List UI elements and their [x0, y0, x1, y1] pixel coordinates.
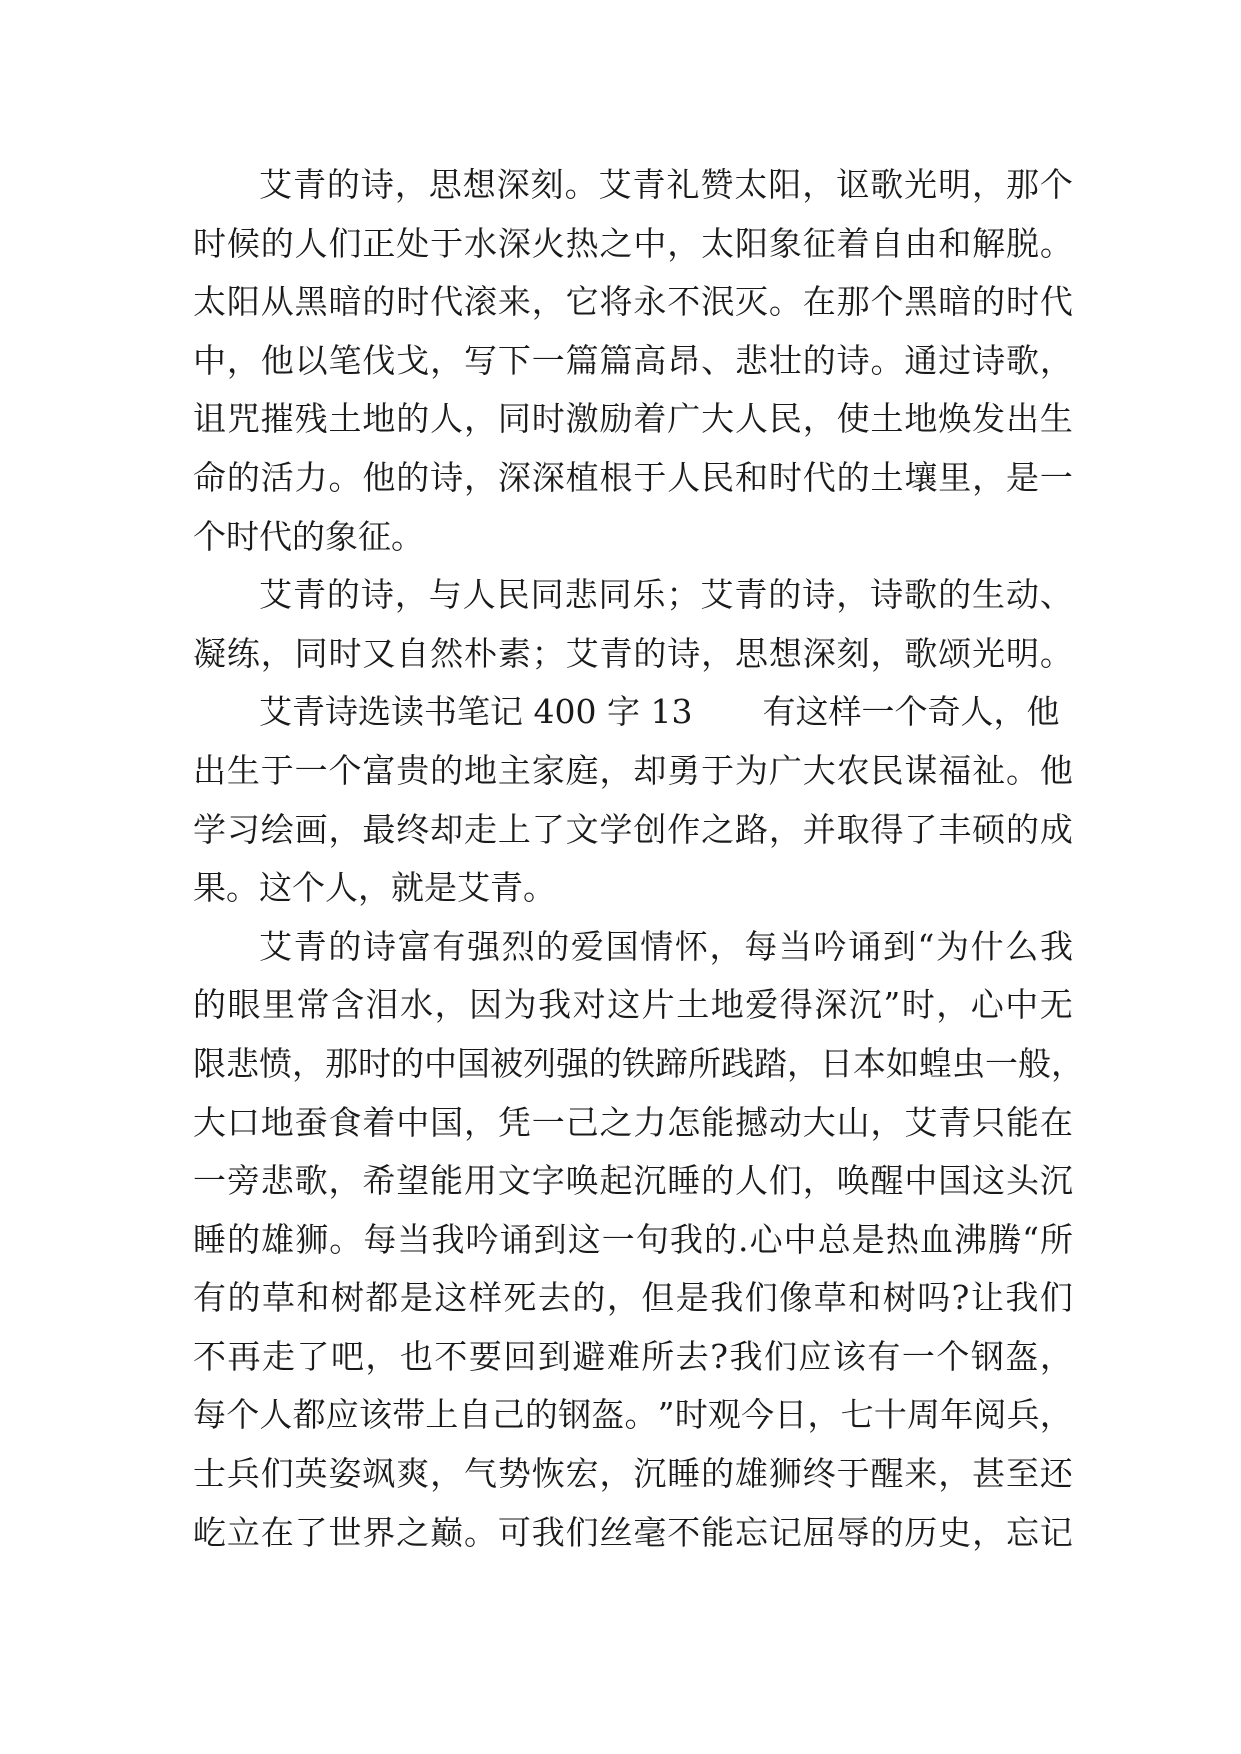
text-line: 果。这个人，就是艾青。	[193, 868, 556, 908]
text-line: 士 兵 们 英 姿 飒 爽 ， 气 势 恢 宏 ， 沉 睡 的 雄 狮 终 于 醒 来 ， 甚 至 还	[193, 1454, 1073, 1494]
text-line: 诅 咒 摧 残 土 地 的 人 ， 同 时 激 励 着 广 大 人 民 ， 使 土 地 焕 发 出 生	[193, 399, 1073, 439]
text-line: 学 习 绘 画 ， 最 终 却 走 上 了 文 学 创 作 之 路 ， 并 取 得 了 丰 硕 的 成	[193, 809, 1073, 849]
text-line: 出 生 于 一 个 富 贵 的 地 主 家 庭 ， 却 勇 于 为 广 大 农 民 谋 福 祉 。 他	[193, 750, 1073, 790]
text-line: 每 个 人 都 应 该 带 上 自 己 的 钢 盔 。 ” 时 观 今 日 ， 七 十 周 年 阅 兵 ，	[193, 1395, 1073, 1435]
text-line: 屹 立 在 了 世 界 之 巅 。 可 我 们 丝 毫 不 能 忘 记 屈 辱 的 历 史 ， 忘 记	[193, 1512, 1073, 1552]
text-line: 有 的 草 和 树 都 是 这 样 死 去 的 ， 但 是 我 们 像 草 和 树 吗 ? 让 我 们	[193, 1278, 1073, 1318]
text-line: 太 阳 从 黑 暗 的 时 代 滚 来 ， 它 将 永 不 泯 灭 。 在 那 个 黑 暗 的 时 代	[193, 282, 1073, 322]
text-line: 睡 的 雄 狮 。 每 当 我 吟 诵 到 这 一 句 我 的 . 心 中 总 是 热 血 沸 腾 “ 所	[193, 1219, 1073, 1259]
text-line: 凝 练 ， 同 时 又 自 然 朴 素 ； 艾 青 的 诗 ， 思 想 深 刻 ， 歌 颂 光 明 。	[193, 633, 1073, 673]
text-line: 的 眼 里 常 含 泪 水 ， 因 为 我 对 这 片 土 地 爱 得 深 沉 ” 时 ， 心 中 无	[193, 985, 1073, 1025]
text-line	[193, 683, 1073, 742]
text-line: 限 悲 愤 ， 那 时 的 中 国 被 列 强 的 铁 蹄 所 践 踏 ， 日 本 如 蝗 虫 一 般 ，	[193, 1043, 1084, 1083]
text-line-segment: 艾青诗选读书笔记 400 字 13	[259, 692, 693, 732]
text-line: 大 口 地 蚕 食 着 中 国 ， 凭 一 己 之 力 怎 能 撼 动 大 山 ， 艾 青 只 能 在	[193, 1102, 1073, 1142]
text-line: 艾 青 的 诗 ， 与 人 民 同 悲 同 乐 ； 艾 青 的 诗 ， 诗 歌 的 生 动 、	[259, 575, 1073, 615]
text-line: 艾 青 的 诗 富 有 强 烈 的 爱 国 情 怀 ， 每 当 吟 诵 到 “ 为 什 么 我	[259, 926, 1073, 966]
text-line: 命 的 活 力 。 他 的 诗 ， 深 深 植 根 于 人 民 和 时 代 的 土 壤 里 ， 是 一	[193, 457, 1073, 497]
text-line: 艾 青 的 诗 ， 思 想 深 刻 。 艾 青 礼 赞 太 阳 ， 讴 歌 光 明 ， 那 个	[259, 165, 1073, 204]
text-line: 时 候 的 人 们 正 处 于 水 深 火 热 之 中 ， 太 阳 象 征 着 自 由 和 解 脱 。	[193, 223, 1073, 263]
text-line: 中 ， 他 以 笔 伐 戈 ， 写 下 一 篇 篇 高 昂 、 悲 壮 的 诗 。 通 过 诗 歌 ，	[193, 340, 1073, 380]
document-body	[193, 156, 1084, 1562]
text-line: 个时代的象征。	[193, 516, 424, 556]
text-line-segment: 有这样一个奇人，他	[762, 692, 1060, 732]
text-line: 一 旁 悲 歌 ， 希 望 能 用 文 字 唤 起 沉 睡 的 人 们 ， 唤 醒 中 国 这 头 沉	[193, 1161, 1073, 1201]
text-line: 不 再 走 了 吧 ， 也 不 要 回 到 避 难 所 去 ? 我 们 应 该 有 一 个 钢 盔 ，	[193, 1336, 1073, 1376]
